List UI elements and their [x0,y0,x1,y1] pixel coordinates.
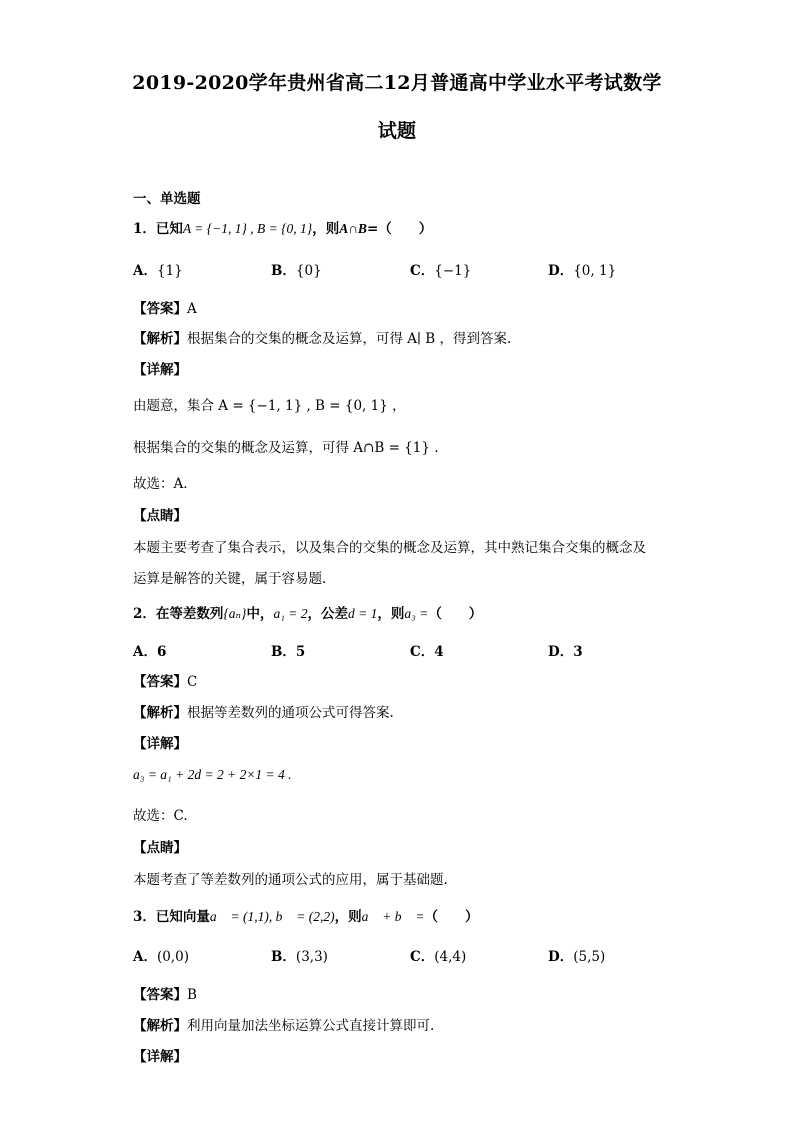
q2-option-c: C．4 [410,644,444,660]
document-title-line-1: 2019-2020学年贵州省高二12月普通高中学业水平考试数学 [132,72,662,94]
q2-detail-heading: 【详解】 [133,736,187,752]
q1-answer: 【答案】A [133,301,197,317]
q1-detail-line-1: 由题意，集合 A = {−1, 1} , B = {0, 1} ， [133,398,406,414]
q1-comment-line-2: 运算是解答的关键，属于容易题. [133,571,327,587]
q1-option-c: C．{−1} [410,263,472,279]
question-3-stem: 3．已知向量a⃗ = (1,1), b⃗ = (2,2)，则a⃗ + b⃗ =（ ） [133,909,479,925]
q1-option-d: D．{0, 1} [548,263,617,279]
q1-stem-suffix: ，则 [312,221,340,237]
q2-comment-line-1: 本题考查了等差数列的通项公式的应用，属于基础题. [133,872,448,888]
q1-analysis: 【解析】根据集合的交集的概念及运算，可得 A∣ B ，得到答案. [133,331,512,347]
q3-answer: 【答案】B [133,987,197,1003]
q2-analysis: 【解析】根据等差数列的通项公式可得答案. [133,705,394,721]
q1-comment-line-1: 本题主要考查了集合表示，以及集合的交集的概念及运算，其中熟记集合交集的概念及 [133,540,646,556]
q1-comment-heading: 【点睛】 [133,508,187,524]
q3-option-c: C．(4,4) [410,949,467,965]
question-2-stem: 2．在等差数列{aₙ}中，a₁ = 2，公差d = 1，则a₃ =（ ） [133,606,483,622]
document-title-line-2: 试题 [377,120,417,142]
q3-option-b: B．(3,3) [271,949,328,965]
q2-detail-line-1: a₃ = a₁ + 2d = 2 + 2×1 = 4 . [133,767,292,782]
q3-option-d: D．(5,5) [548,949,606,965]
q3-option-a: A．(0,0) [133,949,189,965]
q1-stem-end: =（ ） [366,221,433,237]
q1-choice: 故选：A. [133,476,188,492]
q2-option-b: B．5 [271,644,306,660]
q2-option-a: A．6 [133,644,167,660]
q2-comment-heading: 【点睛】 [133,840,187,856]
q1-stem-prefix: 1．已知 [133,221,183,237]
question-1-stem [133,217,432,237]
q1-stem-math: A = {−1, 1} , B = {0, 1} [182,221,313,236]
q1-stem-math-2: A∩B [339,221,367,236]
q2-choice: 故选：C. [133,808,188,824]
q1-detail-line-2: 根据集合的交集的概念及运算，可得 A∩B = {1} . [133,440,439,456]
q1-detail-heading: 【详解】 [133,362,187,378]
q3-analysis: 【解析】利用向量加法坐标运算公式直接计算即可. [133,1018,435,1034]
q3-detail-heading: 【详解】 [133,1049,187,1065]
section-heading: 一、单选题 [133,191,201,207]
q1-option-a: A．{1} [133,263,183,279]
q2-option-d: D．3 [548,644,583,660]
q1-option-b: B．{0} [271,263,322,279]
q2-answer: 【答案】C [133,674,198,690]
